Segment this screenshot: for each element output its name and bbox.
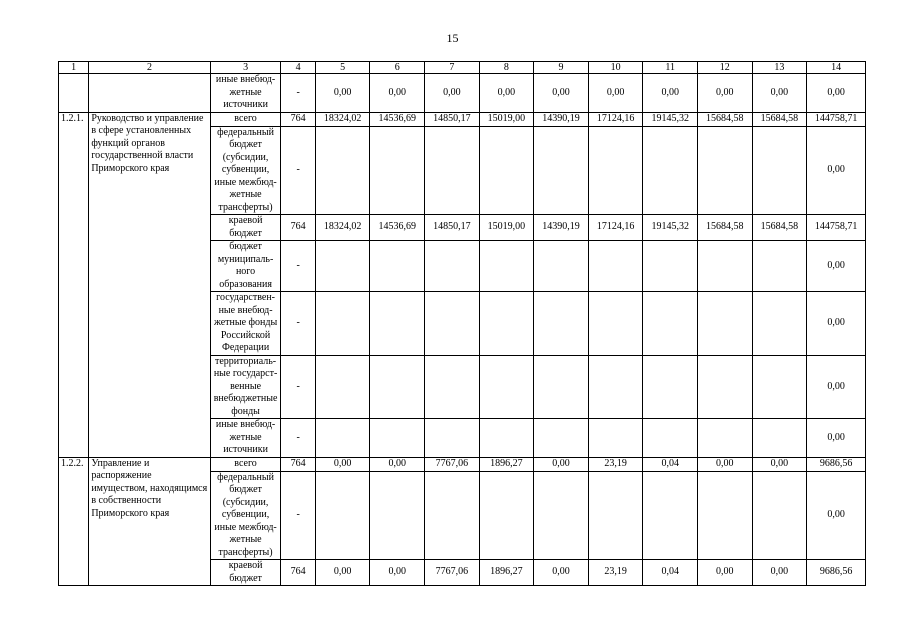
- value-cell: [588, 241, 643, 292]
- value-cell: 18324,02: [315, 112, 370, 126]
- value-cell: [479, 471, 534, 560]
- value-cell: [534, 241, 589, 292]
- value-cell: 14850,17: [425, 112, 480, 126]
- header-cell: 9: [534, 62, 589, 74]
- value-cell: 14390,19: [534, 215, 589, 241]
- header-cell: 3: [210, 62, 281, 74]
- value-cell: [643, 471, 698, 560]
- value-cell: 0,00: [697, 457, 752, 471]
- financing-table: [58, 61, 866, 586]
- value-cell: 23,19: [588, 457, 643, 471]
- value-cell: [534, 471, 589, 560]
- funding-source: иные внебюд-жетные источники: [210, 419, 281, 458]
- value-cell: 15684,58: [752, 112, 807, 126]
- value-cell: [479, 419, 534, 458]
- total-cell: 0,00: [807, 419, 866, 458]
- header-cell: 7: [425, 62, 480, 74]
- value-cell: 18324,02: [315, 215, 370, 241]
- value-cell: [425, 355, 480, 419]
- value-cell: 0,04: [643, 457, 698, 471]
- value-cell: [315, 292, 370, 356]
- value-cell: [697, 355, 752, 419]
- value-cell: 0,00: [315, 74, 370, 113]
- value-cell: [370, 126, 425, 215]
- measure-title: Руководство и управление в сфере установленных функций органов государственной власти Приморского края: [89, 112, 210, 457]
- funding-source: краевой бюджет: [210, 560, 281, 586]
- header-cell: 11: [643, 62, 698, 74]
- code-cell: -: [281, 74, 315, 113]
- value-cell: 15019,00: [479, 215, 534, 241]
- header-cell: 2: [89, 62, 210, 74]
- value-cell: [425, 419, 480, 458]
- page-number: 15: [446, 31, 459, 45]
- table-header-row: [59, 62, 866, 74]
- total-cell: 0,00: [807, 355, 866, 419]
- value-cell: 15684,58: [697, 215, 752, 241]
- value-cell: [370, 419, 425, 458]
- total-cell: 0,00: [807, 74, 866, 113]
- value-cell: 0,00: [643, 74, 698, 113]
- value-cell: [479, 241, 534, 292]
- value-cell: [588, 419, 643, 458]
- funding-source: федеральный бюджет (субсидии, субвенции, иные межбюд-жетные трансферты): [210, 126, 281, 215]
- value-cell: 0,00: [370, 560, 425, 586]
- funding-source: государствен-ные внебюд-жетные фонды Российской Федерации: [210, 292, 281, 356]
- code-cell: 764: [281, 215, 315, 241]
- funding-source: иные внебюд-жетные источники: [210, 74, 281, 113]
- code-cell: 764: [281, 560, 315, 586]
- value-cell: 0,00: [370, 74, 425, 113]
- funding-source: всего: [210, 457, 281, 471]
- value-cell: [534, 419, 589, 458]
- header-cell: 10: [588, 62, 643, 74]
- value-cell: [752, 471, 807, 560]
- value-cell: [643, 419, 698, 458]
- value-cell: [697, 419, 752, 458]
- value-cell: 14536,69: [370, 112, 425, 126]
- value-cell: [643, 126, 698, 215]
- value-cell: [315, 419, 370, 458]
- code-cell: -: [281, 471, 315, 560]
- value-cell: [588, 292, 643, 356]
- value-cell: 0,00: [697, 74, 752, 113]
- total-cell: 144758,71: [807, 112, 866, 126]
- value-cell: 14536,69: [370, 215, 425, 241]
- value-cell: [370, 292, 425, 356]
- value-cell: 0,00: [534, 560, 589, 586]
- total-cell: 9686,56: [807, 457, 866, 471]
- value-cell: [588, 471, 643, 560]
- value-cell: 0,00: [752, 560, 807, 586]
- value-cell: 0,00: [752, 457, 807, 471]
- value-cell: 17124,16: [588, 112, 643, 126]
- value-cell: 0,00: [370, 457, 425, 471]
- value-cell: 1896,27: [479, 457, 534, 471]
- value-cell: [370, 355, 425, 419]
- section-number: 1.2.2.: [59, 457, 89, 586]
- value-cell: [643, 292, 698, 356]
- header-cell: 5: [315, 62, 370, 74]
- value-cell: [425, 126, 480, 215]
- total-cell: 9686,56: [807, 560, 866, 586]
- section-number: [59, 74, 89, 113]
- value-cell: [315, 126, 370, 215]
- value-cell: 1896,27: [479, 560, 534, 586]
- value-cell: [643, 241, 698, 292]
- code-cell: -: [281, 292, 315, 356]
- value-cell: 14850,17: [425, 215, 480, 241]
- header-cell: 1: [59, 62, 89, 74]
- value-cell: [697, 471, 752, 560]
- funding-source: федеральный бюджет (субсидии, субвенции, иные межбюд-жетные трансферты): [210, 471, 281, 560]
- value-cell: [534, 292, 589, 356]
- code-cell: -: [281, 355, 315, 419]
- value-cell: [697, 292, 752, 356]
- value-cell: 0,00: [479, 74, 534, 113]
- header-cell: 8: [479, 62, 534, 74]
- value-cell: 0,00: [752, 74, 807, 113]
- value-cell: 7767,06: [425, 560, 480, 586]
- value-cell: [479, 355, 534, 419]
- value-cell: 15684,58: [752, 215, 807, 241]
- header-cell: 4: [281, 62, 315, 74]
- funding-source: всего: [210, 112, 281, 126]
- code-cell: 764: [281, 112, 315, 126]
- table-row: [59, 74, 866, 113]
- total-cell: 0,00: [807, 241, 866, 292]
- funding-source: краевой бюджет: [210, 215, 281, 241]
- value-cell: [425, 292, 480, 356]
- value-cell: [479, 292, 534, 356]
- code-cell: -: [281, 126, 315, 215]
- value-cell: 0,00: [315, 457, 370, 471]
- value-cell: 0,00: [534, 457, 589, 471]
- value-cell: [534, 355, 589, 419]
- value-cell: [315, 355, 370, 419]
- value-cell: [425, 241, 480, 292]
- value-cell: 23,19: [588, 560, 643, 586]
- total-cell: 0,00: [807, 126, 866, 215]
- value-cell: [697, 126, 752, 215]
- value-cell: [752, 355, 807, 419]
- value-cell: 0,04: [643, 560, 698, 586]
- value-cell: [752, 292, 807, 356]
- funding-source: территориаль-ные государст-венные внебюджетные фонды: [210, 355, 281, 419]
- value-cell: [425, 471, 480, 560]
- header-cell: 14: [807, 62, 866, 74]
- section-number: 1.2.1.: [59, 112, 89, 457]
- value-cell: [479, 126, 534, 215]
- value-cell: [315, 471, 370, 560]
- value-cell: [370, 241, 425, 292]
- value-cell: [752, 126, 807, 215]
- value-cell: 0,00: [315, 560, 370, 586]
- value-cell: [588, 355, 643, 419]
- value-cell: [752, 241, 807, 292]
- value-cell: 7767,06: [425, 457, 480, 471]
- table-row: [59, 112, 866, 126]
- value-cell: [752, 419, 807, 458]
- code-cell: -: [281, 419, 315, 458]
- total-cell: 0,00: [807, 292, 866, 356]
- measure-title: [89, 74, 210, 113]
- value-cell: [643, 355, 698, 419]
- total-cell: 0,00: [807, 471, 866, 560]
- value-cell: [588, 126, 643, 215]
- value-cell: 15019,00: [479, 112, 534, 126]
- value-cell: [370, 471, 425, 560]
- value-cell: 19145,32: [643, 215, 698, 241]
- value-cell: 0,00: [588, 74, 643, 113]
- value-cell: 17124,16: [588, 215, 643, 241]
- header-cell: 13: [752, 62, 807, 74]
- value-cell: [697, 241, 752, 292]
- value-cell: [315, 241, 370, 292]
- funding-source: бюджет муниципаль-ного образования: [210, 241, 281, 292]
- value-cell: 19145,32: [643, 112, 698, 126]
- header-cell: 6: [370, 62, 425, 74]
- value-cell: 0,00: [534, 74, 589, 113]
- value-cell: 15684,58: [697, 112, 752, 126]
- code-cell: -: [281, 241, 315, 292]
- value-cell: 0,00: [697, 560, 752, 586]
- total-cell: 144758,71: [807, 215, 866, 241]
- value-cell: 14390,19: [534, 112, 589, 126]
- code-cell: 764: [281, 457, 315, 471]
- measure-title: Управление и распоряжение имуществом, находящимся в собственности Приморского края: [89, 457, 210, 586]
- table-row: [59, 457, 866, 471]
- value-cell: 0,00: [425, 74, 480, 113]
- header-cell: 12: [697, 62, 752, 74]
- value-cell: [534, 126, 589, 215]
